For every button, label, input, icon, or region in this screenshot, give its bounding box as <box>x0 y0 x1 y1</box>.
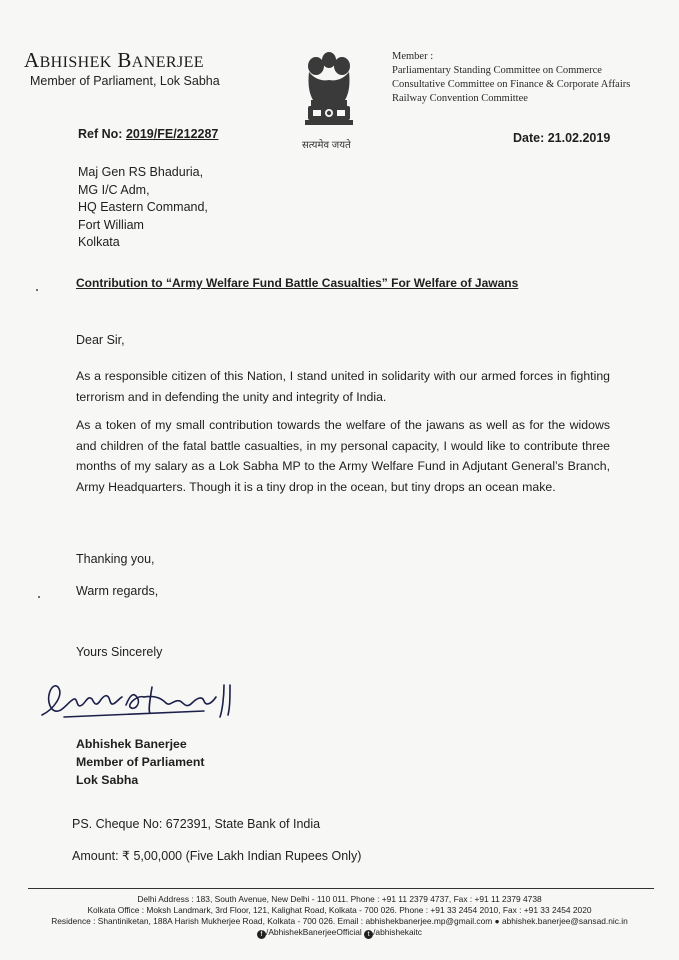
footer-residence <box>0 916 679 927</box>
signer-name: Abhishek Banerjee <box>76 737 187 751</box>
postscript-cheque: PS. Cheque No: 672391, State Bank of India <box>72 817 321 831</box>
committee-heading: Member : <box>392 51 434 62</box>
signer-house: Lok Sabha <box>76 773 139 787</box>
contribution-amount: Amount: ₹ 5,00,000 (Five Lakh Indian Rupees Only) <box>72 849 362 863</box>
committee-item: Railway Convention Committee <box>392 93 528 104</box>
recipient-address <box>78 164 208 252</box>
footer-divider <box>28 888 654 889</box>
facebook-handle[interactable]: /AbhishekBanerjeeOfficial <box>266 927 362 937</box>
footer-residence-text: Residence : Shantiniketan, 188A Harish Mukherjee Road, Kolkata - 700 026. Email : abhishekbanerjee.mp@gmail.com <box>51 916 493 926</box>
signer-title: Member of Parliament <box>76 755 205 769</box>
closing-sincerely: Yours Sincerely <box>76 645 163 659</box>
address-line: MG I/C Adm, <box>78 182 150 197</box>
committee-memberships <box>392 50 630 106</box>
address-line: Maj Gen RS Bhaduria, <box>78 165 204 179</box>
body-paragraph: As a token of my small contribution towards the welfare of the jawans as well as for the widows and children of the fatal battle casualties, in my personal capacity, I would like to contribute three months of my salary as a Lok Sabha MP to the Army Welfare Fund in Adjutant General’s Branch, Army Headquarters. Though it is a tiny drop in the ocean, but tiny drops an ocean make. <box>76 418 610 494</box>
address-line: Kolkata <box>78 235 120 249</box>
closing-thanks: Thanking you, <box>76 552 155 566</box>
twitter-icon: t <box>364 930 373 939</box>
scan-speck <box>36 289 38 291</box>
handwritten-signature <box>34 665 244 735</box>
body-paragraph: As a responsible citizen of this Nation, I stand united in solidarity with our armed forces in fighting terrorism and in defending the unity and integrity of India. <box>76 369 610 404</box>
letterhead-name: ABHISHEK BANERJEE <box>24 48 204 72</box>
salutation: Dear Sir, <box>76 333 125 347</box>
committee-item: Consultative Committee on Finance & Corporate Affairs <box>392 79 631 90</box>
twitter-handle[interactable]: /abhishekaitc <box>373 927 422 937</box>
address-line: Fort William <box>78 217 144 232</box>
footer-kolkata-office: Kolkata Office : Moksh Landmark, 3rd Floor, 121, Kalighat Road, Kolkata - 700 026. Phone : +91 33 2454 2010, Fax : +91 33 2454 2020 <box>87 905 592 915</box>
closing-regards: Warm regards, <box>76 584 159 598</box>
signer-block <box>76 735 204 789</box>
bullet-icon: ● <box>494 916 500 926</box>
letterhead-designation: Member of Parliament, Lok Sabha <box>30 74 220 88</box>
reference-number: Ref No: 2019/FE/212287 <box>78 127 219 141</box>
address-line: HQ Eastern Command, <box>78 200 208 214</box>
footer-delhi-address: Delhi Address : 183, South Avenue, New Delhi - 110 011. Phone : +91 11 2379 4737, Fax : +91 11 2379 4738 <box>137 894 542 904</box>
facebook-icon: f <box>257 930 266 939</box>
letter-subject: Contribution to “Army Welfare Fund Battle Casualties” For Welfare of Jawans <box>76 276 519 290</box>
committee-item: Parliamentary Standing Committee on Commerce <box>392 65 602 76</box>
national-emblem-icon <box>297 42 361 152</box>
scan-speck <box>38 596 40 598</box>
letter-date: Date: 21.02.2019 <box>513 131 611 145</box>
emblem-motto: सत्यमेव जयते <box>302 140 351 151</box>
footer-email-2[interactable]: abhishek.banerjee@sansad.nic.in <box>501 916 628 926</box>
footer-social <box>0 927 679 939</box>
